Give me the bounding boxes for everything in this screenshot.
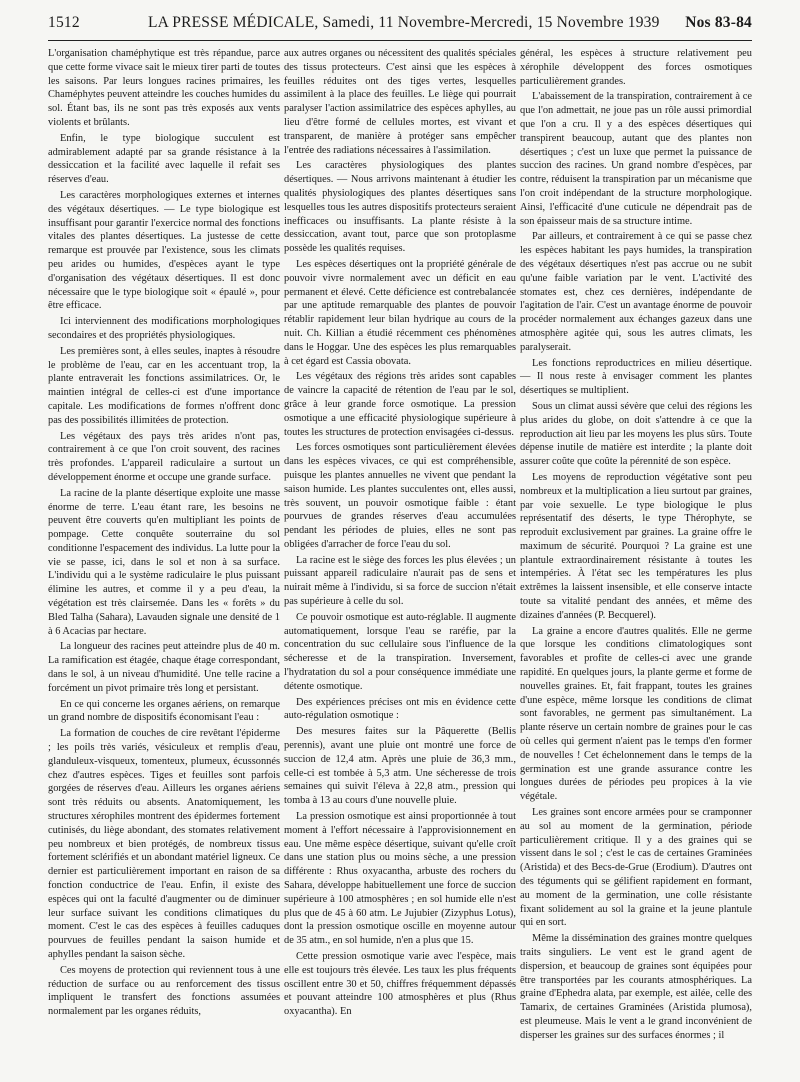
paragraph: La formation de couches de cire revêtant l'épiderme ; les poils très variés, vésiculeux et remplis d'eau, glanduleux-visqueux, tomenteux, plumeux, écussonnés chez d'autres espèces. Tiges et feuilles sont parfois gorgées de réserves d'eau. Ailleurs les organes aériens sont très réduits ou absents. Anatomiquement, les structures xérophiles montrent des épidermes fortement cutinisés, du liège abondant, des stomates relativement peu nombreux et bien protégés, de nombreux tissus fortement sclérifiés et un abondant matériel ligneux. Ce dernier est particulièrement important en raison de sa fonction conductrice de l'eau. Enfin, il existe des espèces qui ont la faculté d'augmenter ou de diminuer leur surface suivant les conditions climatiques du moment. C'est le cas des espèces à feuilles caduques pourvues de feuilles pendant la saison humide et aphylles pendant la saison sèche.: [48, 728, 280, 960]
journal-title: LA PRESSE MÉDICALE, Samedi, 11 Novembre-Mercredi, 15 Novembre 1939: [148, 14, 660, 31]
issue-number: Nos 83-84: [685, 14, 752, 31]
paragraph: Des expériences précises ont mis en évidence cette auto-régulation osmotique :: [284, 696, 516, 722]
paragraph: Les graines sont encore armées pour se cramponner au sol au moment de la germination, période particulièrement critique. Il y a des graines qui se vissent dans le sol ; c'est le cas de certaines Graminées (Aristida) et des Becs-de-Grue (Erodium). D'autres ont des téguments qui se gélifient rapidement en formant, au moment de la germination, une colle résistante fixant solidement au sol la graine et la jeune plantule qui en sort.: [520, 807, 752, 929]
page-number: 1512: [48, 14, 80, 31]
paragraph: Les moyens de reproduction végétative sont peu nombreux et la multiplication a lieu surtout par graines, par voie sexuelle. Le type biologique le plus représentatif des déserts, le type Thérophyte, se reproduit exclusivement par graines. La graine offre le maximum de sécurité. Pourquoi ? La graine est une plantule extraordinairement résistante à toutes les intempéries. À l'état sec les températures les plus extrêmes la laissent insensible, et elle conserve intacte toute sa vitalité pendant des années, et même des dizaines d'années (P. Becquerel).: [520, 471, 752, 621]
paragraph: Ces moyens de protection qui reviennent tous à une réduction de surface ou au renforcement des tissus impliquent le transfert des fonctions assumées normalement par les organes réduits,: [48, 964, 280, 1018]
paragraph: En ce qui concerne les organes aériens, on remarque un grand nombre de dispositifs économisant l'eau :: [48, 698, 280, 724]
paragraph: Des mesures faites sur la Pâquerette (Bellis perennis), avant une pluie ont montré une force de succion de 12,4 atm. Après une pluie de 36,3 mm., celle-ci est tombée à 5,3 atm. Une sécheresse de trois semaines qui suivit l'éleva à 22,8 atm., pression qui tomba à 13 au cours d'une nouvelle pluie.: [284, 726, 516, 807]
paragraph: Les caractères physiologiques des plantes désertiques. — Nous arrivons maintenant à étudier les qualités physiologiques des plantes désertiques sans lesquelles tous les autres dispositifs protecteurs seraient inefficaces ou insuffisants. La plante résiste à la dessiccation, avant tout, parce que son protoplasme possède les qualités requises.: [284, 160, 516, 255]
page-header: [48, 10, 752, 38]
column-3: [520, 47, 752, 1045]
paragraph: Même la dissémination des graines montre quelques traits singuliers. Le vent est le grand agent de dispersion, et beaucoup de graines sont équipées pour être transportées par les courants atmosphériques. La graine d'Ephedra alata, par exemple, est ailée, celle des Tamarix, de certaines Graminées (Aristida plumosa), est pleumeuse. Mais le vent a le grand inconvénient de disperser les graines sur des surfaces énormes ; il: [520, 933, 752, 1041]
paragraph: Les forces osmotiques sont particulièrement élevées dans les espèces vivaces, ce qui est compréhensible, puisque les plantes annuelles ne vivent que pendant la saison humide. Les plantes succulentes ont, elles aussi, très souvent, un pouvoir osmotique faible : étant pourvues de grandes réserves d'eau accumulées pendant les périodes de pluies, elles ne sont pas obligées d'arracher de force l'eau du sol.: [284, 442, 516, 550]
paragraph: Les caractères morphologiques externes et internes des végétaux désertiques. — Le type biologique est insuffisant pour garantir l'exercice normal des fonctions vitales des plantes désertiques. La justesse de cette remarque est prouvée par l'existence, sous les climats peu arides ou humides, d'espèces ayant le type d'organisation des végétaux désertiques. Il est donc nécessaire que le type biologique soit « épaulé », pour être efficace.: [48, 189, 280, 312]
paragraph: Ici interviennent des modifications morphologiques secondaires et des propriétés physiologiques.: [48, 316, 280, 341]
paragraph: Les espèces désertiques ont la propriété générale de pouvoir vivre normalement avec un déficit en eau permanent et élevé. Cette déficience est contrebalancée par une aptitude remarquable des plantes de pouvoir rétablir rapidement leur bilan hydrique au cours de la nuit. Ch. Killian a étudié récemment ces phénomènes dans le Hoggar. Une des espèces les plus remarquables à cet égard est Cassia obovata.: [284, 258, 516, 367]
paragraph: L'abaissement de la transpiration, contrairement à ce que l'on admettait, ne joue pas un rôle aussi primordial que l'on a cru. Il y a des espèces désertiques qui transpirent beaucoup, autant que des plantes non désertiques ; c'est un luxe que permet la puissance de succion des racines. Un grand nombre d'espèces, par contre, réduisent la transpiration par un mécanisme que l'on croit indépendant de la structure morphologique. Ainsi, l'efficacité d'une cuticule ne dépendrait pas de son épaisseur mais de sa structure intime.: [520, 91, 752, 227]
paragraph: Enfin, le type biologique succulent est admirablement adapté par sa grande résistance à la dessiccation et la facilité avec laquelle il refait ses réserves d'eau.: [48, 132, 280, 186]
paragraph: Ce pouvoir osmotique est auto-réglable. Il augmente automatiquement, lorsque l'eau se raréfie, par la concentration du suc cellulaire sous l'influence de la sécheresse et de la transpiration. Inversement, l'hydratation du sol a pour conséquence immédiate une détente osmotique.: [284, 611, 516, 692]
paragraph: Les premières sont, à elles seules, inaptes à résoudre le problème de l'eau, car en les accentuant trop, la plante entraverait les fonctions assimilatrices. Or, le maintien intégral de celles-ci est d'une importance capitale. Les modifications de formes n'offrent donc pas des possibilités illimitées de protection.: [48, 345, 280, 426]
paragraph: La pression osmotique est ainsi proportionnée à tout moment à l'effort nécessaire à l'approvisionnement en eau. Une même espèce désertique, suivant qu'elle croît dans une station plus ou moins sèche, a une pression différente : Rhus oxyacantha, arbuste des rochers du Sahara, développe habituellement une force de succion supérieure à 100 atmosphères ; en sol humide elle n'est plus que de 45 à 60 atm. Le Jujubier (Zizyphus Lotus), dont la pression osmotique oscille en moyenne autour de 35 atm., en sol humide, n'en a plus que 15.: [284, 811, 516, 947]
column-1: [48, 47, 280, 1021]
paragraph: La graine a encore d'autres qualités. Elle ne germe que lorsque les conditions climatologiques sont favorables et profite de celles-ci avec une grande rapidité. En quelques jours, la plante germe et forme de nouvelles graines. Et, fait frappant, toutes les graines d'une espèce, même lorsque les conditions de climat sont favorables, ne germent pas simultanément. La plante réserve un certain nombre de graines pour le cas où celles qui germent n'aient pas le temps d'en former de nouvelles ! Cet échelonnement dans le temps de la germination est une grande assurance contre les longues durées de périodes peu propices à la vie végétale.: [520, 625, 752, 803]
paragraph: Par ailleurs, et contrairement à ce qui se passe chez les espèces habitant les pays humides, la transpiration des végétaux désertiques n'est pas accrue ou ne subit qu'une faible variation par le vent. L'activité des stomates est, chez ces dernières, indépendante de l'agitation de l'air. C'est un avantage énorme de pouvoir procéder normalement aux échanges gazeux dans une atmosphère agitée qui, sous les autres climats, les paralyserait.: [520, 231, 752, 353]
paragraph: Sous un climat aussi sévère que celui des régions les plus arides du globe, on doit s'attendre à ce que la reproduction ait lieu par les moyens les plus sûrs. Toute dépense inutile de matière est interdite ; la plante doit assurer coûte que coûte la pérennité de son espèce.: [520, 400, 752, 468]
paragraph: La racine est le siège des forces les plus élevées ; un puissant appareil radiculaire n'aurait pas de sens et nuirait même à l'individu, si sa force de succion n'était pas supérieure à celle du sol.: [284, 554, 516, 608]
paragraph: L'organisation chaméphytique est très répandue, parce que cette forme vivace sait le mieux tirer parti de toutes les saisons. Par leurs longues racines primaires, les Chaméphytes peuvent atteindre les couches humides du sol. Étant bas, ils ne sont pas très exposés aux vents violents et brûlants.: [48, 48, 280, 128]
paragraph: La racine de la plante désertique exploite une masse énorme de terre. L'eau étant rare, les besoins ne peuvent être couverts qu'en multipliant les points de pompage. Cette conquête souterraine du sol conditionne l'espacement des individus. La lutte pour la vie se passe, ici, dans le sol et non à sa surface. L'individu qui a le système radiculaire le plus puissant élimine les autres, et comme il y a peu d'eau, la végétation est très clairsemée. Dans les « forêts » du Bled Talha (Sahara), Lavauden signale une densité de 1 à 6 Acacias par hectare.: [48, 487, 280, 637]
paragraph: Les végétaux des pays très arides n'ont pas, contrairement à ce que l'on croit souvent, des racines très profondes. L'appareil radiculaire a surtout un développement énorme et occupe une grande surface.: [48, 430, 280, 483]
paragraph: Cette pression osmotique varie avec l'espèce, mais elle est toujours très élevée. Les taux les plus fréquents oscillent entre 30 et 50, chiffres fréquemment dépassés et pouvant atteindre 100 atmosphères et plus (Rhus oxyacantha). En: [284, 951, 516, 1018]
column-2: [284, 47, 516, 1021]
paragraph: Les fonctions reproductrices en milieu désertique. — Il nous reste à envisager comment les plantes désertiques se multiplient.: [520, 357, 752, 397]
paragraph: général, les espèces à structure relativement peu xérophile développent des forces osmotiques particulièrement grandes.: [520, 48, 752, 87]
paragraph: Les végétaux des régions très arides sont capables de vaincre la capacité de rétention de l'eau par le sol, grâce à leur grande force osmotique. La pression osmotique a une efficacité physiologique supérieure à toutes les structures de protection envisagées ci-dessus.: [284, 371, 516, 438]
paragraph: La longueur des racines peut atteindre plus de 40 m. La ramification est étagée, chaque étage correspondant, dans le sol, à un niveau d'humidité. Une telle racine a forcément un pivot primaire très long et persistant.: [48, 641, 280, 694]
paragraph: aux autres organes ou nécessitent des qualités spéciales des tissus protecteurs. C'est ainsi que les espèces à feuilles réduites ont des tiges vertes, lesquelles assimilent à la place des feuilles. Le liège qui pourrait paralyser l'action assimilatrice des espèces aphylles, au lieu d'être formé de cellules mortes, est vivant et transparent, de manière à protéger sans empêcher l'entrée des radiations nécessaires à l'assimilation.: [284, 48, 516, 156]
header-rule: [48, 40, 752, 41]
